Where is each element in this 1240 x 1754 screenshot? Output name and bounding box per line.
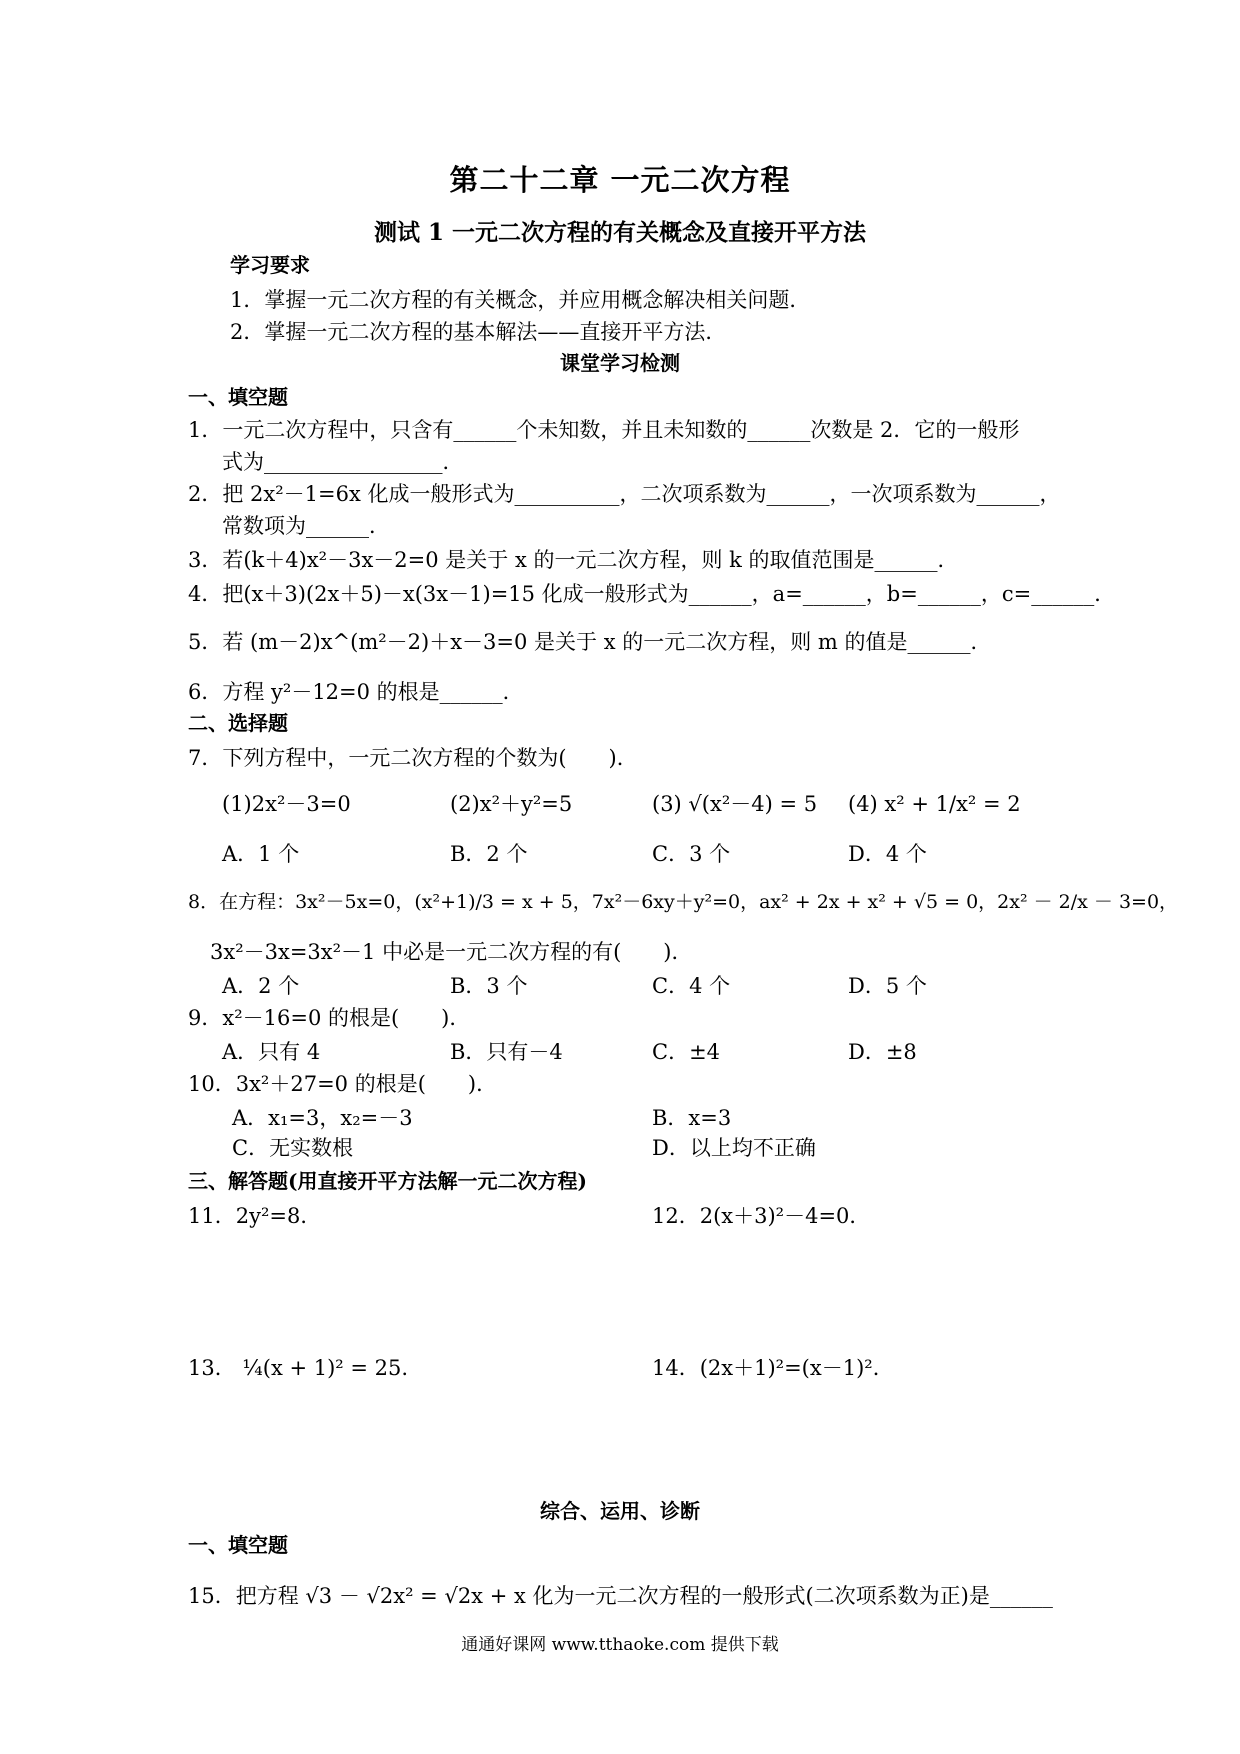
q9-option: A．只有 4 [222, 1040, 321, 1064]
part4-heading: 一、填空题 [188, 1533, 288, 1557]
part3-heading: 三、解答题(用直接开平方法解一元二次方程) [188, 1169, 587, 1193]
q7-stem: 7．下列方程中，一元二次方程的个数为( )． [188, 746, 638, 770]
q11: 11．2y²=8． [188, 1204, 322, 1228]
q7-option: A．1 个 [222, 842, 300, 866]
q10-option: D．以上均不正确 [652, 1136, 816, 1160]
q7-item: (1)2x²－3=0 [222, 792, 351, 816]
classroom-heading: 课堂学习检测 [560, 351, 680, 375]
requirement-item: 1．掌握一元二次方程的有关概念，并应用概念解决相关问题． [230, 288, 811, 312]
fill-line: 3．若(k＋4)x²－3x－2=0 是关于 x 的一元二次方程，则 k 的取值范围是______． [188, 548, 959, 572]
q9-option: B．只有－4 [450, 1040, 563, 1064]
test-title: 测试 1 一元二次方程的有关概念及直接开平方法 [373, 219, 867, 246]
q7-option: B．2 个 [450, 842, 528, 866]
q9-stem: 9．x²－16=0 的根是( )． [188, 1006, 471, 1030]
q12: 12．2(x＋3)²－4=0． [652, 1204, 871, 1228]
q7-option: D．4 个 [848, 842, 927, 866]
q7-item: (3) √(x²－4) = 5 [652, 792, 818, 816]
q7-item: (4) x² + 1/x² = 2 [848, 792, 1021, 816]
fill-line: 5．若 (m－2)x^(m²－2)＋x－3=0 是关于 x 的一元二次方程，则 m 的值是______． [188, 630, 992, 654]
requirements-heading: 学习要求 [230, 253, 310, 277]
q7-item: (2)x²＋y²=5 [450, 792, 573, 816]
q15: 15．把方程 √3 － √2x² = √2x + x 化为一元二次方程的一般形式(二次项系数为正)是______ [188, 1584, 1053, 1608]
q8-line: 8．在方程：3x²－5x=0，(x²+1)/3 = x + 5，7x²－6xy＋y²=0，ax² + 2x + x² + √5 = 0，2x² － 2/x － 3=0， [188, 891, 1179, 913]
footer: 通通好课网 www.tthaoke.com 提供下载 [461, 1635, 779, 1655]
fill-line: 1．一元二次方程中，只含有______个未知数，并且未知数的______次数是 2．它的一般形 [188, 418, 1020, 442]
q8-option: B．3 个 [450, 974, 528, 998]
chapter-title: 第二十二章 一元二次方程 [449, 163, 791, 197]
q8-option: A．2 个 [222, 974, 300, 998]
q10-stem: 10．3x²＋27=0 的根是( )． [188, 1072, 498, 1096]
q8-line: 3x²－3x=3x²－1 中必是一元二次方程的有( )． [210, 940, 693, 964]
q9-option: C．±4 [652, 1040, 721, 1064]
part2-heading: 二、选择题 [188, 711, 288, 735]
q8-option: C．4 个 [652, 974, 731, 998]
fill-line: 2．把 2x²－1=6x 化成一般形式为__________，二次项系数为______，一次项系数为______， [188, 482, 1061, 506]
fill-line: 常数项为______． [222, 514, 390, 538]
fill-line: 4．把(x＋3)(2x＋5)－x(3x－1)=15 化成一般形式为______，a=______，b=______，c=______． [188, 582, 1116, 606]
q13: 13． ¼(x + 1)² = 25. [188, 1356, 409, 1380]
q10-option: A．x₁=3，x₂=－3 [232, 1106, 413, 1130]
q7-option: C．3 个 [652, 842, 731, 866]
q10-option: B．x=3 [652, 1106, 732, 1130]
fill-line: 式为_________________． [222, 450, 464, 474]
comprehensive-heading: 综合、运用、诊断 [540, 1499, 700, 1523]
q10-option: C．无实数根 [232, 1136, 354, 1160]
q8-option: D．5 个 [848, 974, 927, 998]
part1-heading: 一、填空题 [188, 385, 288, 409]
q9-option: D．±8 [848, 1040, 917, 1064]
fill-line: 6．方程 y²－12=0 的根是______． [188, 680, 524, 704]
requirement-item: 2．掌握一元二次方程的基本解法——直接开平方法． [230, 320, 727, 344]
q14: 14．(2x＋1)²=(x－1)²． [652, 1356, 894, 1380]
